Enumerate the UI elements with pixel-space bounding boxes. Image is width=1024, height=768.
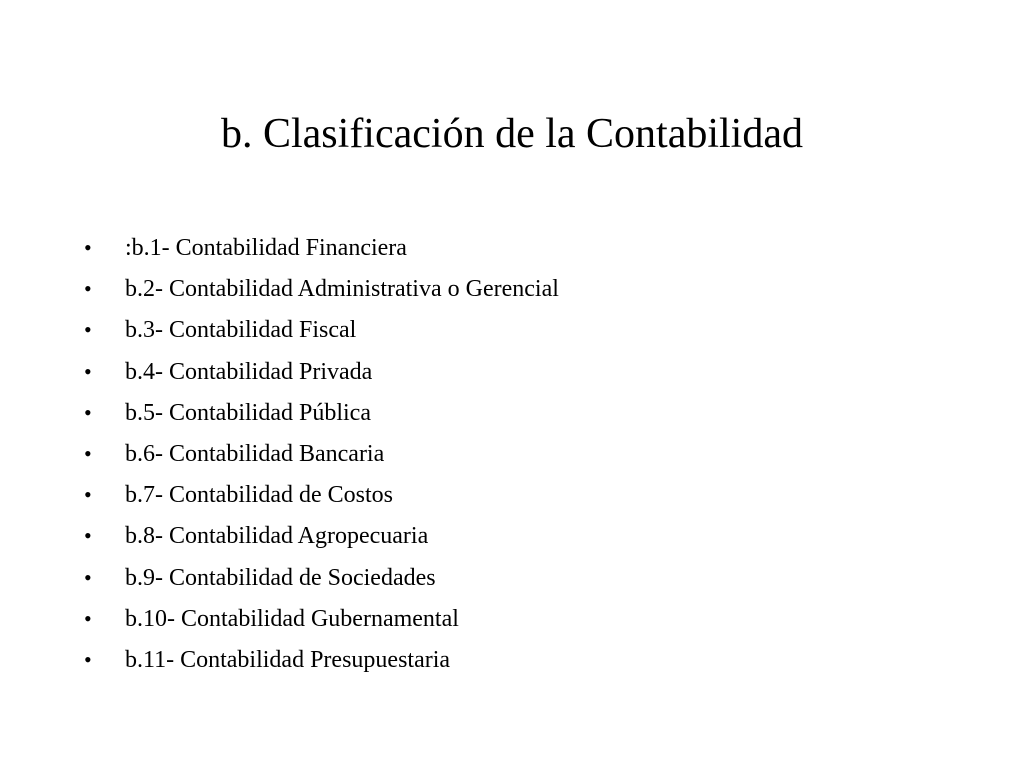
bullet-icon: • — [84, 399, 92, 425]
bullet-list — [84, 227, 559, 680]
list-item-text: b.4- Contabilidad Privada — [125, 358, 373, 385]
list-item-text: b.5- Contabilidad Pública — [125, 399, 371, 426]
bullet-icon: • — [84, 317, 92, 343]
list-item — [84, 268, 559, 309]
list-item-text: b.8- Contabilidad Agropecuaria — [125, 523, 429, 550]
slide-title: b. Clasificación de la Contabilidad — [220, 111, 803, 157]
list-item-text: b.10- Contabilidad Gubernamental — [125, 605, 459, 632]
list-item — [84, 474, 559, 515]
list-item — [84, 557, 559, 598]
list-item — [84, 639, 559, 680]
bullet-icon: • — [84, 358, 92, 384]
bullet-icon: • — [84, 564, 92, 590]
bullet-icon: • — [84, 276, 92, 302]
list-item — [84, 309, 559, 350]
bullet-icon: • — [84, 235, 92, 260]
list-item-text: b.2- Contabilidad Administrativa o Gerencial — [125, 276, 559, 303]
bullet-icon: • — [84, 646, 92, 672]
list-item — [84, 515, 559, 556]
bullet-icon: • — [84, 440, 92, 466]
list-item — [84, 227, 559, 268]
bullet-icon: • — [84, 482, 92, 508]
list-item-text: b.3- Contabilidad Fiscal — [125, 317, 357, 344]
list-item-text: b.9- Contabilidad de Sociedades — [125, 564, 436, 591]
list-item-text: b.6- Contabilidad Bancaria — [125, 440, 385, 467]
list-item — [84, 351, 559, 392]
bullet-icon: • — [84, 523, 92, 549]
list-item-text: b.11- Contabilidad Presupuestaria — [125, 646, 451, 673]
list-item-text: :b.1- Contabilidad Financiera — [125, 235, 407, 261]
list-item-text: b.7- Contabilidad de Costos — [125, 482, 393, 509]
list-item — [84, 598, 559, 639]
list-item — [84, 392, 559, 433]
list-item — [84, 433, 559, 474]
bullet-icon: • — [84, 605, 92, 631]
